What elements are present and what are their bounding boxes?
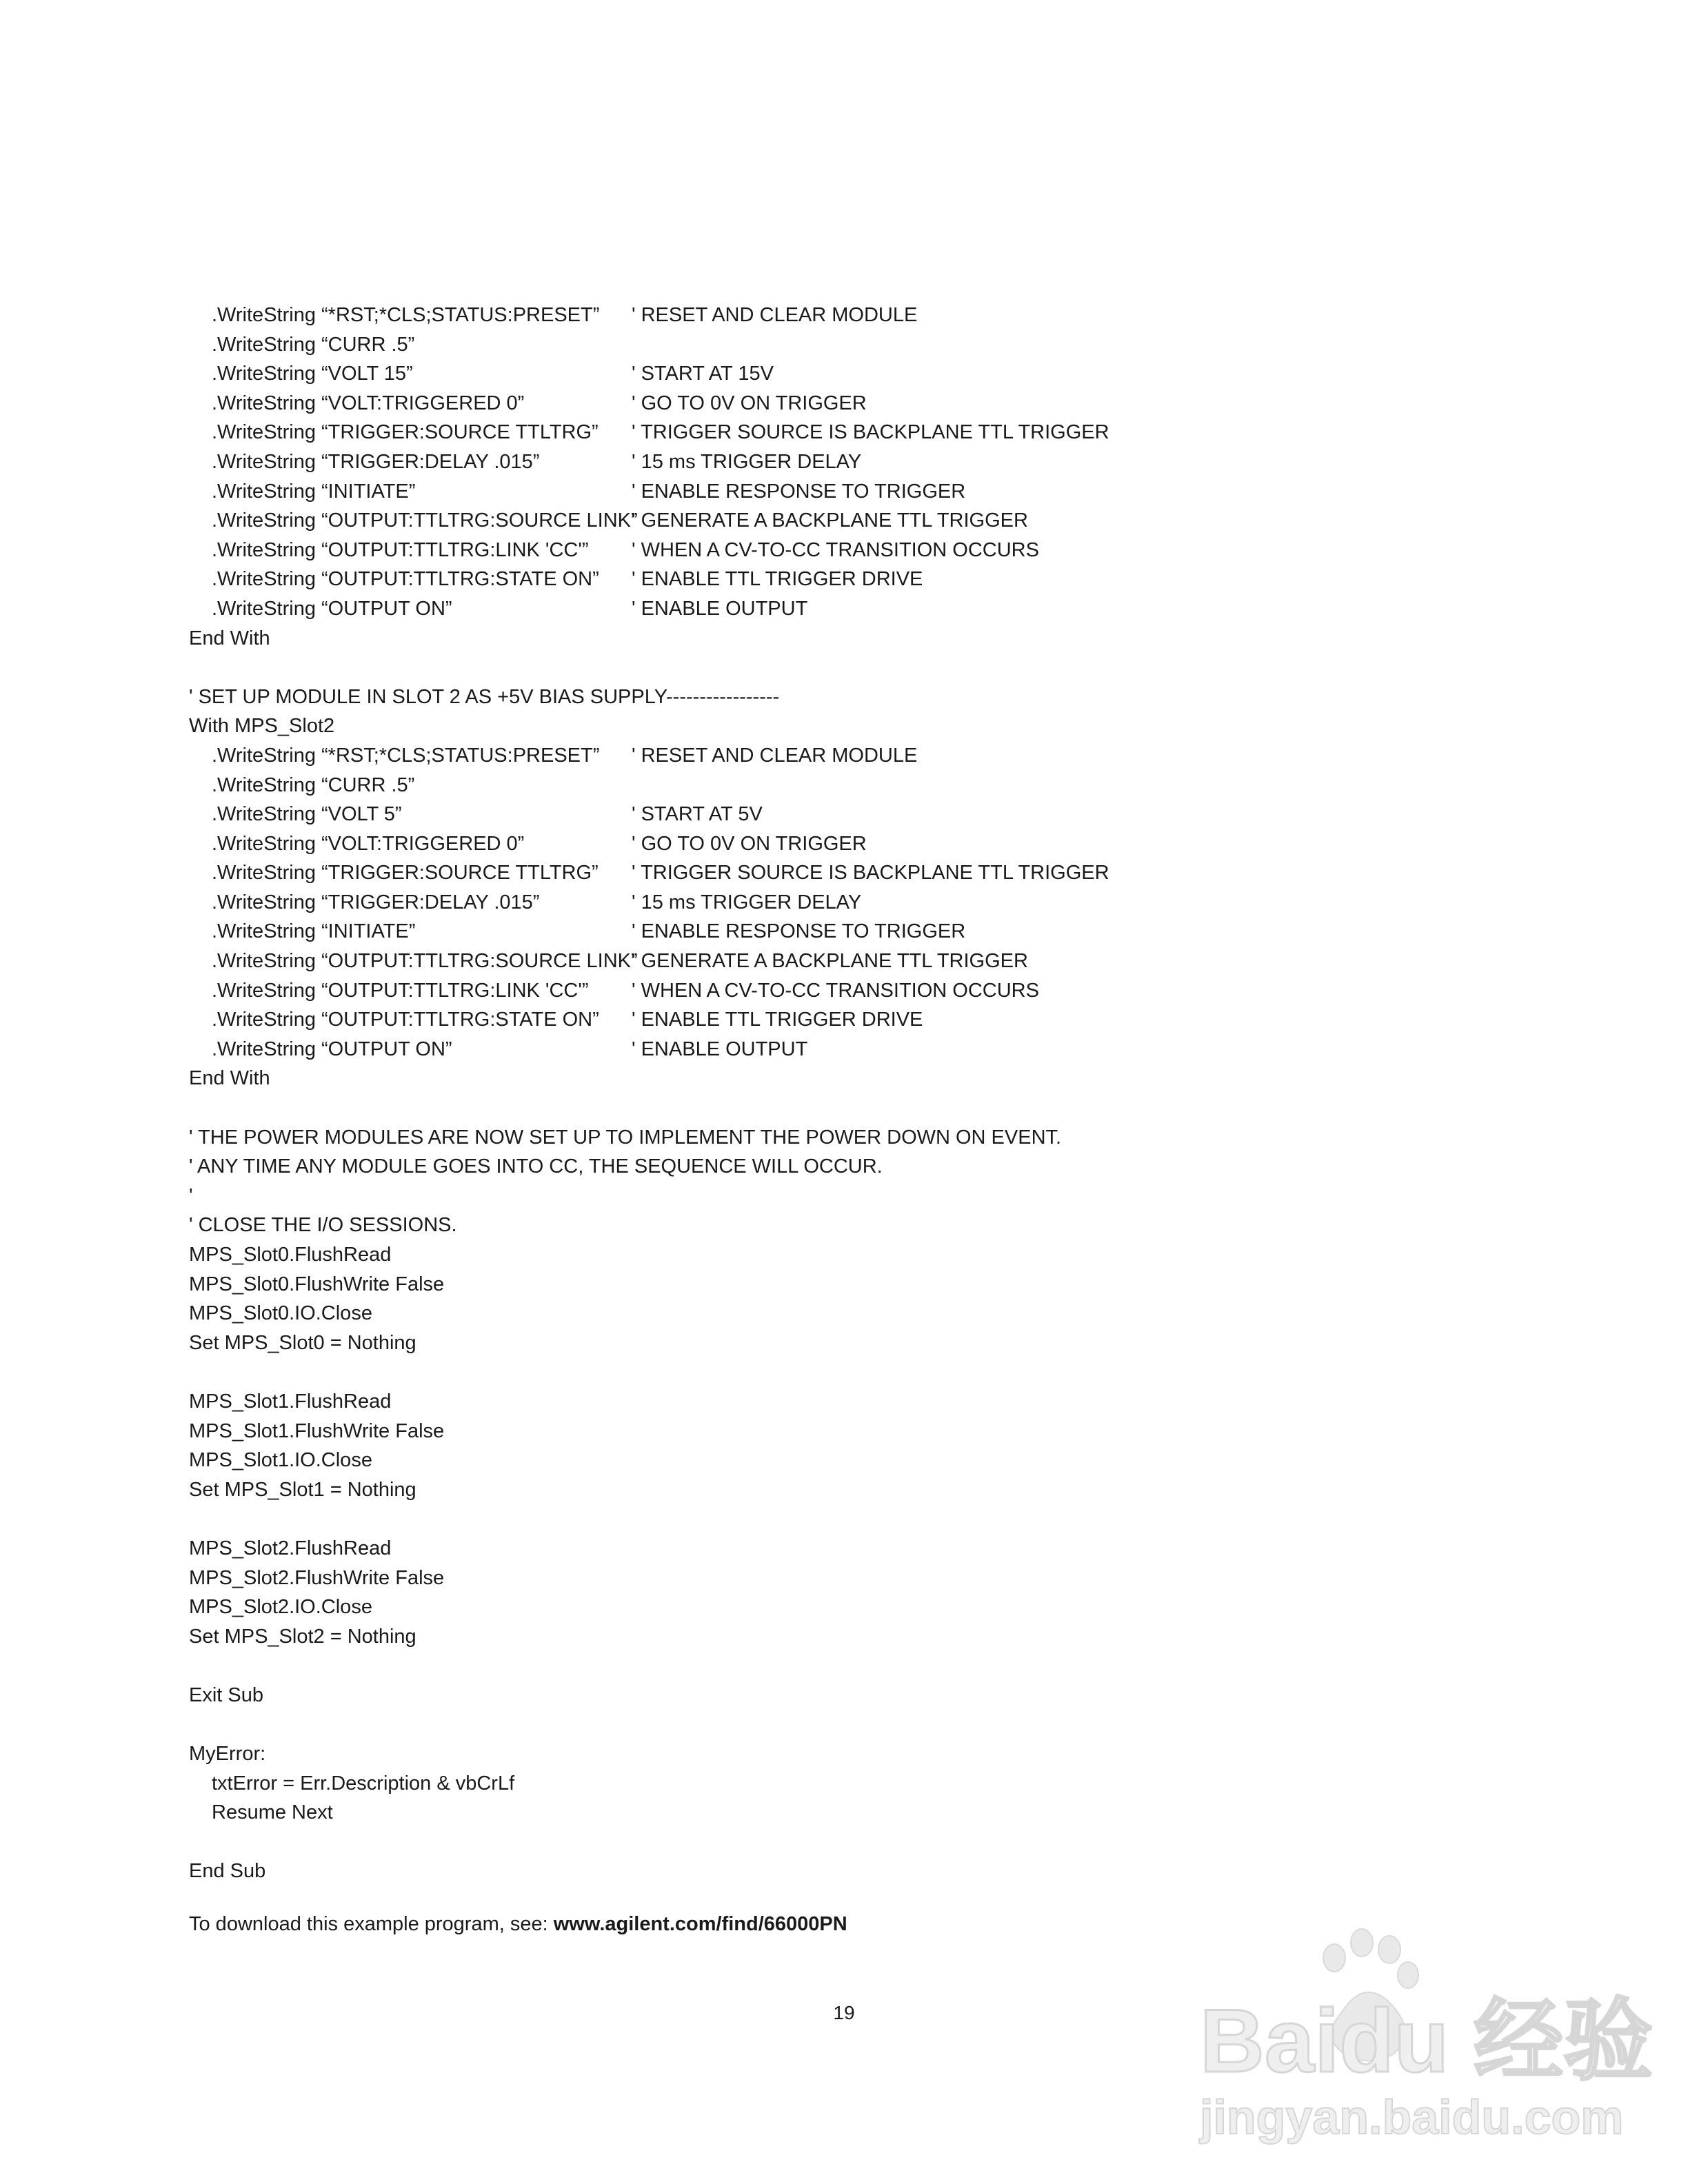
- code-line: .WriteString “OUTPUT ON” ' ENABLE OUTPUT: [212, 1038, 808, 1060]
- code-line: .WriteString “*RST;*CLS;STATUS:PRESET” ' RESET AND CLEAR MODULE: [212, 304, 918, 326]
- code-line: Set MPS_Slot0 = Nothing: [189, 1331, 416, 1354]
- code-line: Set MPS_Slot2 = Nothing: [189, 1625, 416, 1648]
- code-line: With MPS_Slot2: [189, 715, 335, 738]
- code-line: MyError:: [189, 1743, 266, 1766]
- download-link[interactable]: www.agilent.com/find/66000PN: [553, 1913, 847, 1935]
- code-line: .WriteString “CURR .5”: [212, 774, 415, 796]
- blank-line: [189, 1651, 1499, 1681]
- code-line: End Sub: [189, 1860, 266, 1883]
- code-line: ': [189, 1184, 193, 1207]
- code-line: MPS_Slot2.IO.Close: [189, 1596, 372, 1619]
- code-line: .WriteString “VOLT 5” ' START AT 5V: [212, 803, 763, 826]
- download-text: To download this example program, see:: [189, 1913, 554, 1935]
- code-line: .WriteString “OUTPUT:TTLTRG:LINK 'CC'” ' WHEN A CV-TO-CC TRANSITION OCCURS: [212, 979, 1039, 1002]
- code-line: End With: [189, 1067, 270, 1090]
- code-line: ' ANY TIME ANY MODULE GOES INTO CC, THE SEQUENCE WILL OCCUR.: [189, 1155, 883, 1178]
- code-line: .WriteString “OUTPUT:TTLTRG:STATE ON” ' ENABLE TTL TRIGGER DRIVE: [212, 1009, 923, 1031]
- code-line: Resume Next: [212, 1801, 333, 1824]
- code-line: .WriteString “OUTPUT:TTLTRG:LINK 'CC'” ' WHEN A CV-TO-CC TRANSITION OCCURS: [212, 538, 1039, 561]
- code-line: .WriteString “CURR .5”: [212, 333, 415, 356]
- code-line: .WriteString “TRIGGER:DELAY .015” ' 15 ms TRIGGER DELAY: [212, 891, 862, 913]
- code-line: MPS_Slot0.FlushWrite False: [189, 1273, 445, 1295]
- code-line: MPS_Slot0.IO.Close: [189, 1302, 372, 1325]
- code-line: MPS_Slot1.FlushWrite False: [189, 1419, 445, 1442]
- code-line: .WriteString “*RST;*CLS;STATUS:PRESET” ' RESET AND CLEAR MODULE: [212, 744, 918, 767]
- code-line: MPS_Slot0.FlushRead: [189, 1244, 392, 1266]
- code-line: ' THE POWER MODULES ARE NOW SET UP TO IMPLEMENT THE POWER DOWN ON EVENT.: [189, 1126, 1062, 1149]
- code-line: .WriteString “OUTPUT:TTLTRG:SOURCE LINK” ' GENERATE A BACKPLANE TTL TRIGGER: [212, 950, 1028, 973]
- code-line: .WriteString “VOLT:TRIGGERED 0” ' GO TO 0V ON TRIGGER: [212, 832, 867, 855]
- blank-line: [189, 1710, 1499, 1740]
- code-line: End With: [189, 627, 270, 649]
- code-line: txtError = Err.Description & vbCrLf: [212, 1772, 515, 1794]
- code-line: MPS_Slot2.FlushWrite False: [189, 1566, 445, 1589]
- watermark-brand: Baidu 经验: [1200, 1990, 1654, 2091]
- code-line: .WriteString “OUTPUT ON” ' ENABLE OUTPUT: [212, 597, 808, 620]
- code-line: ' SET UP MODULE IN SLOT 2 AS +5V BIAS SUPPLY -----------------: [189, 685, 780, 708]
- blank-line: [189, 1828, 1499, 1857]
- code-line: Set MPS_Slot1 = Nothing: [189, 1478, 416, 1501]
- code-line: MPS_Slot1.FlushRead: [189, 1390, 392, 1413]
- blank-line: [189, 653, 1499, 682]
- watermark-site: jingyan.baidu.com: [1200, 2090, 1624, 2144]
- code-line: MPS_Slot1.IO.Close: [189, 1449, 372, 1472]
- code-line: MPS_Slot2.FlushRead: [189, 1537, 392, 1559]
- code-line: .WriteString “TRIGGER:DELAY .015” ' 15 ms TRIGGER DELAY: [212, 450, 862, 473]
- blank-line: [189, 1504, 1499, 1534]
- code-line: .WriteString “INITIATE” ' ENABLE RESPONSE TO TRIGGER: [212, 920, 966, 943]
- code-line: .WriteString “VOLT 15” ' START AT 15V: [212, 363, 774, 385]
- code-line: .WriteString “VOLT:TRIGGERED 0” ' GO TO 0V ON TRIGGER: [212, 392, 867, 414]
- blank-line: [189, 1093, 1499, 1123]
- code-listing: [189, 301, 1499, 1886]
- blank-line: [189, 1357, 1499, 1387]
- code-line: Exit Sub: [189, 1684, 263, 1706]
- code-line: .WriteString “INITIATE” ' ENABLE RESPONSE TO TRIGGER: [212, 480, 966, 503]
- code-line: ' CLOSE THE I/O SESSIONS.: [189, 1214, 457, 1237]
- code-line: .WriteString “TRIGGER:SOURCE TTLTRG” ' TRIGGER SOURCE IS BACKPLANE TTL TRIGGER: [212, 421, 1109, 444]
- code-line: .WriteString “OUTPUT:TTLTRG:STATE ON” ' ENABLE TTL TRIGGER DRIVE: [212, 568, 923, 591]
- code-line: .WriteString “OUTPUT:TTLTRG:SOURCE LINK” ' GENERATE A BACKPLANE TTL TRIGGER: [212, 509, 1028, 532]
- page-number: 19: [833, 2002, 855, 2023]
- download-note: [189, 1910, 847, 1939]
- baidu-watermark-logo: [1186, 1910, 1654, 2158]
- code-line: .WriteString “TRIGGER:SOURCE TTLTRG” ' TRIGGER SOURCE IS BACKPLANE TTL TRIGGER: [212, 862, 1109, 884]
